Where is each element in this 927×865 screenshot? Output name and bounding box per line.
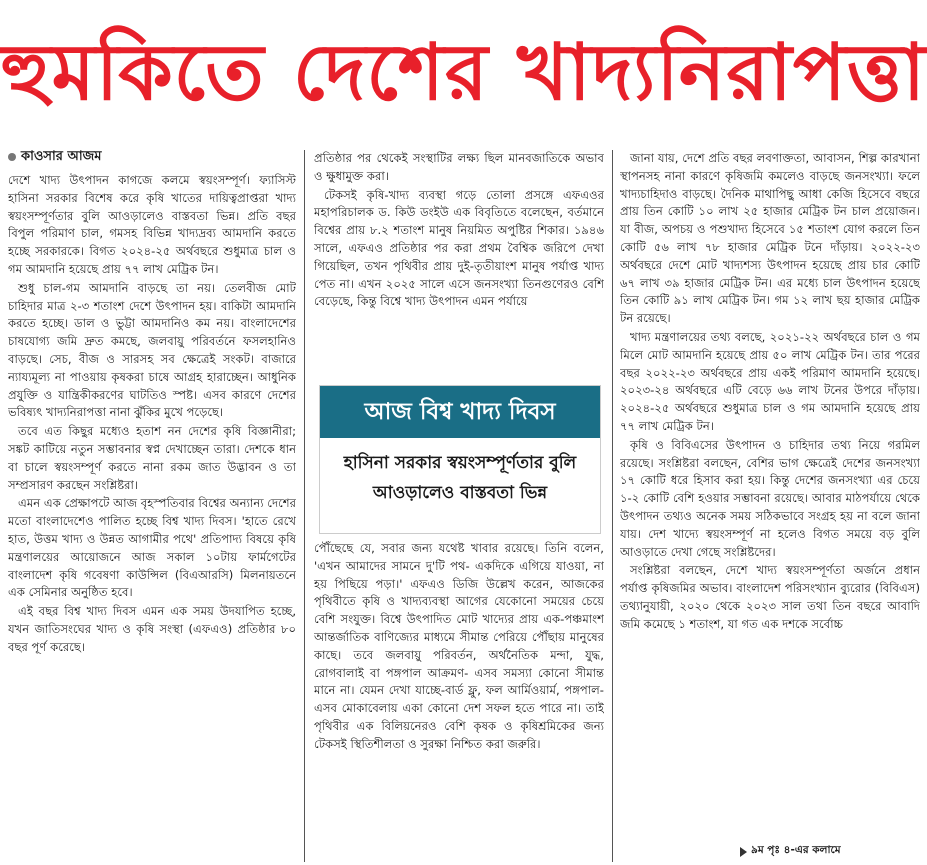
paragraph: শুধু চাল-গম আমদানি বাড়ছে তা নয়। তেলবীজ মোট চাহিদার মাত্র ২-৩ শতাংশ দেশে উৎপাদন হয়। বাকিটা আমদানি করতে হচ্ছে। ডাল ও ভুট্টা আমদানিও কম নয়। বাংলাদেশের চাষযোগ্য জমি দ্রুত কমছে, জলবায়ু পরিবর্তনে ফসলহানিও বাড়ছে। সেচ, বীজ ও সারসহ সব ক্ষেত্রেই সংকট। বাজারে ন্যায্যমূল্য না পাওয়ায় কৃষকরা চাষে আগ্রহ হারাচ্ছেন। আধুনিক প্রযুক্তি ও যান্ত্রিকীকরণের ঘাটতিও স্পষ্ট। এসব কারণে দেশের ভবিষ্যৎ খাদ্যনিরাপত্তা নানা ঝুঁকির মুখে পড়েছে।	[8, 280, 296, 420]
paragraph: খাদ্য মন্ত্রণালয়ের তথ্য বলছে, ২০২১-২২ অর্থবছরে চাল ও গম মিলে মোট আমদানি হয়েছে প্রায় ৫০ লাখ মেট্রিক টন। তার পরের বছর ২০২২-২৩ অর্থবছরে প্রায় একই পরিমাণ আমদানি হয়েছে। ২০২৩-২৪ অর্থবছরে এটি বেড়ে ৬৬ লাখ টনের উপরে দাঁড়ায়। ২০২৪-২৫ অর্থবছরে শুধুমাত্র চাল ও গম আমদানি হয়েছে প্রায় ৭৭ লাখ মেট্রিক টন।	[620, 329, 920, 433]
paragraph: এমন এক প্রেক্ষাপটে আজ বৃহস্পতিবার বিশ্বের অন্যান্য দেশের মতো বাংলাদেশেও পালিত হচ্ছে বিশ্ব খাদ্য দিবস। 'হাতে রেখে হাত, উত্তম খাদ্য ও উন্নত আগামীর পথে' প্রতিপাদ্য বিষয়ে কৃষি মন্ত্রণালয়ের আয়োজনে আজ সকাল ১০টায় ফার্মগেটের বাংলাদেশ কৃষি গবেষণা কাউন্সিল (বিএআরসি) মিলনায়তনে এক সেমিনার অনুষ্ঠিত হবে।	[8, 496, 296, 600]
column-divider-2	[612, 150, 613, 862]
continuation-note	[740, 843, 841, 860]
column-1	[8, 172, 296, 862]
byline	[8, 148, 101, 166]
paragraph: টেকসই কৃষি-খাদ্য ব্যবস্থা গড়ে তোলা প্রসঙ্গে এফএওর মহাপরিচালক ড. কিউ ডংইউ এক বিবৃতিতে বলেছেন, বর্তমানে বিশ্বের প্রায় ৮.২ শতাংশ মানুষ নিয়মিত অপুষ্টির শিকার। ১৯৪৬ সালে, এফএও প্রতিষ্ঠার পর করা প্রথম বৈশ্বিক জরিপে দেখা গিয়েছিল, তখন পৃথিবীর প্রায় দুই-তৃতীয়াংশ মানুষ পর্যাপ্ত খাদ্য পেত না। এখন ২০২৫ সালে এসে জনসংখ্যা তিনগুণেরও বেশি বেড়েছে, কিন্তু বিশ্বে খাদ্য উৎপাদন এমন পর্যায়ে	[314, 187, 604, 309]
column-2-top	[314, 150, 604, 382]
paragraph: এই বছর বিশ্ব খাদ্য দিবস এমন এক সময় উদযাপিত হচ্ছে, যখন জাতিসংঘের খাদ্য ও কৃষি সংস্থা (এফএও) প্রতিষ্ঠার ৮০ বছর পূর্ণ করেছে।	[8, 604, 296, 654]
column-3	[620, 150, 920, 840]
paragraph: জানা যায়, দেশে প্রতি বছর লবণাক্ততা, আবাসন, শিল্প কারখানা স্থাপনসহ নানা কারণে কৃষিজমি কমলেও বাড়ছে জনসংখ্যা। ফলে খাদ্যচাহিদাও বাড়ছে। দৈনিক মাথাপিছু আধা কেজি হিসেবে বছরে প্রায় তিন কোটি ১০ লাখ ২৫ হাজার মেট্রিক টন চাল প্রয়োজন। যা বীজ, অপচয় ও পশুখাদ্য হিসেবে ১৫ শতাংশ যোগ করলে তিন কোটি ৫৬ লাখ ৭৮ হাজার মেট্রিক টনে দাঁড়ায়। ২০২২-২৩ অর্থবছরে দেশে মোট খাদ্যশস্য উৎপাদন হয়েছে প্রায় চার কোটি ৬৭ লাখ ৩৯ হাজার মেট্রিক টন। এর মধ্যে চাল উৎপাদন হয়েছে তিন কোটি ৯১ লাখ মেট্রিক টন। গম ১২ লাখ ছয় হাজার মেট্রিক টন রয়েছে।	[620, 151, 920, 326]
headline: হুমকিতে দেশের খাদ্যনিরাপত্তা	[0, 27, 927, 118]
paragraph: কৃষি ও বিবিএসের উৎপাদন ও চাহিদার তথ্য নিয়ে গরমিল রয়েছে। সংশ্লিষ্টরা বলছেন, বেশির ভাগ ক্ষেত্রেই দেশের জনসংখ্যা ১৭ কোটি ধরে হিসাব করা হয়। কিন্তু দেশের জনসংখ্যা এর চেয়ে ১-২ কোটি বেশি হওয়ার সম্ভাবনা রয়েছে। আবার মাঠপর্যায়ে থেকে উৎপাদন তথ্যও অনেক সময় সঠিকভাবে সংগ্রহ হয় না বলে জানা যায়। দেশ খাদ্যে স্বয়ংসম্পূর্ণ না হলেও বিগত সময়ে বড় বুলি আওড়াতে দেখা গেছে সংশ্লিষ্টদের।	[620, 437, 920, 559]
continuation-text: ৯ম পৃঃ ৪-এর কলামে	[751, 844, 841, 856]
paragraph: তবে এত কিছুর মধ্যেও হতাশ নন দেশের কৃষি বিজ্ঞানীরা; সঙ্কট কাটিয়ে নতুন সম্ভাবনার স্বপ্ন দেখাচ্ছেন তারা। দেশকে ধান বা চালে স্বয়ংসম্পূর্ণ করতে নানা রকম জাত উদ্ভাবন ও তা সম্প্রসারণ করছেন সংশ্লিষ্টরা।	[8, 424, 296, 492]
byline-author: কাওসার আজম	[21, 148, 102, 164]
paragraph: সংশ্লিষ্টরা বলছেন, দেশে খাদ্য স্বয়ংসম্পূর্ণতা অর্জনে প্রধান পর্যাপ্ত কৃষিজমির অভাব। বাংলাদেশ পরিসংখ্যান ব্যুরোর (বিবিএস) তথ্যানুযায়ী, ২০২০ থেকে ২০২৩ সাল তথা তিন বছরে আবাদি জমি কমেছে ১ শতাংশ, যা গত এক দশকে সর্বোচ্চ	[620, 563, 920, 631]
feature-box-subtitle: হাসিনা সরকার স্বয়ংসম্পূর্ণতার বুলি আওড়ালেও বাস্তবতা ভিন্ন	[343, 453, 577, 503]
paragraph: পৌঁছেছে যে, সবার জন্য যথেষ্ট খাবার রয়েছে। তিনি বলেন, 'এখন আমাদের সামনে দু'টি পথ- একদিকে এগিয়ে যাওয়া, না হয় পিছিয়ে পড়া।' এফএও ডিজি উল্লেখ করেন, আজকের পৃথিবীতে কৃষি ও খাদ্যব্যবস্থা আগের যেকোনো সময়ের চেয়ে বেশি সংযুক্ত। বিশ্বে উৎপাদিত মোট খাদ্যের প্রায় এক-পঞ্চমাংশ আন্তর্জাতিক বাণিজ্যের মাধ্যমে সীমান্ত পেরিয়ে পৌঁছায় মানুষের কাছে। তবে জলবায়ু পরিবর্তন, অর্থনৈতিক মন্দা, যুদ্ধ, রোগবালাই বা পঙ্গপাল আক্রমণ- এসব সমস্যা কোনো সীমান্ত মানে না। যেমন দেখা যাচ্ছে-বার্ড ফ্লু, ফল আর্মিওয়ার্ম, পঙ্গপাল-এসব মোকাবেলায় একা কোনো দেশ সফল হতে পারে না। তাই পৃথিবীর এক বিলিয়নেরও বেশি কৃষক ও কৃষিশ্রমিকের জন্য টেকসই স্থিতিশীলতা ও সুরক্ষা নিশ্চিত করা জরুরি।	[314, 541, 604, 751]
column-divider-1	[304, 150, 305, 862]
feature-box-title: আজ বিশ্ব খাদ্য দিবস	[320, 386, 600, 438]
column-2-bottom	[314, 540, 604, 862]
bullet-icon	[8, 153, 16, 161]
feature-box	[319, 385, 601, 534]
paragraph: দেশে খাদ্য উৎপাদন কাগজে কলমে স্বয়ংসম্পূর্ণ। ফ্যাসিস্ট হাসিনা সরকার বিশেষ করে কৃষি খাতের দায়িত্বপ্রাপ্তরা খাদ্য স্বয়ংসম্পূর্ণতার বুলি আওড়ালেও বাস্তবতা ভিন্ন। প্রতি বছর বিপুল পরিমাণ চাল, গমসহ বিভিন্ন খাদ্যদ্রব্য আমদানি করতে হচ্ছে সরকারকে। বিগত ২০২৪-২৫ অর্থবছরে শুধুমাত্র চাল ও গম আমদানি হয়েছে প্রায় ৭৭ লাখ মেট্রিক টন।	[8, 173, 296, 276]
paragraph: প্রতিষ্ঠার পর থেকেই সংস্থাটির লক্ষ্য ছিল মানবজাতিকে অভাব ও ক্ষুধামুক্ত করা।	[314, 151, 604, 183]
triangle-right-icon	[740, 847, 747, 857]
headline-area	[0, 10, 927, 135]
